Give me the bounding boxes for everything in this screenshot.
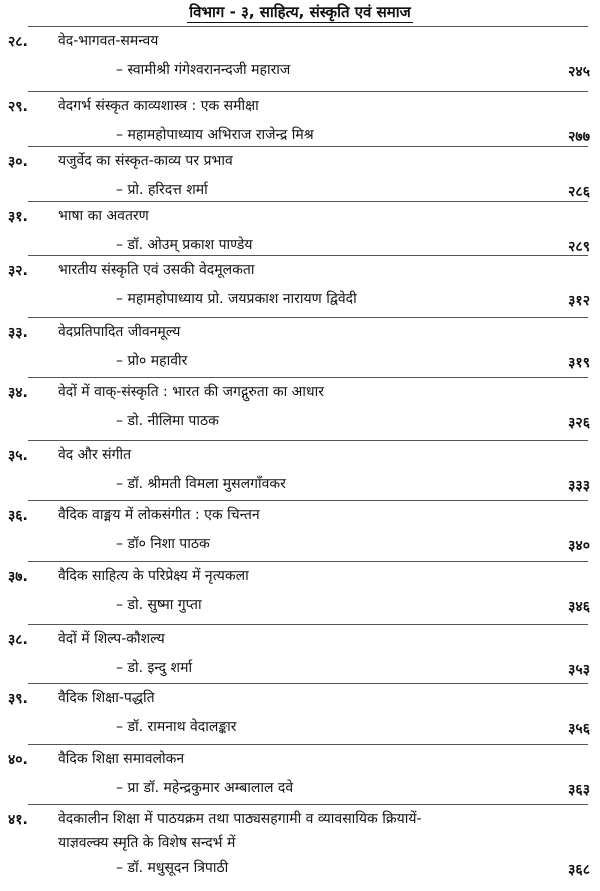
entry-author: – महामहोपाध्याय अभिराज राजेन्द्र मिश्र xyxy=(116,127,314,143)
entry-number: ३१. xyxy=(8,209,28,225)
entry-title: यजुर्वेद का संस्कृत-काव्य पर प्रभाव xyxy=(58,153,233,169)
entry-title: वेदप्रतिपादित जीवनमूल्य xyxy=(58,324,181,340)
entry-page-number: २८६ xyxy=(568,184,590,200)
entry-number: ३५. xyxy=(8,448,28,464)
entry-number: ३८. xyxy=(8,632,28,648)
divider xyxy=(28,683,588,684)
entry-page-number: ३६८ xyxy=(568,862,590,878)
section-heading: विभाग - ३, साहित्य, संस्कृति एवं समाज xyxy=(189,3,411,21)
entry-page-number: २७७ xyxy=(568,129,590,145)
entry-author: – महामहोपाध्याय प्रो. जयप्रकाश नारायण द्विवेदी xyxy=(116,291,357,307)
divider xyxy=(28,91,588,92)
entry-title: भारतीय संस्कृति एवं उसकी वेदमूलकता xyxy=(58,262,255,278)
divider xyxy=(28,255,588,256)
divider xyxy=(28,201,588,202)
entry-page-number: ३१२ xyxy=(568,293,590,309)
entry-title: वेद-भागवत-समन्वय xyxy=(58,33,159,49)
entry-page-number: २४५ xyxy=(568,64,590,80)
divider xyxy=(28,500,588,501)
entry-number: ३७. xyxy=(8,569,28,585)
entry-page-number: ३१९ xyxy=(568,355,590,371)
divider xyxy=(28,317,588,318)
entry-author: – डो. नीलिमा पाठक xyxy=(116,413,219,429)
divider xyxy=(28,26,588,27)
divider xyxy=(28,561,588,562)
entry-number: ४१. xyxy=(8,812,28,828)
entry-title: वैदिक शिक्षा समावलोकन xyxy=(58,751,185,767)
entry-title: भाषा का अवतरण xyxy=(58,208,149,224)
entry-page-number: ३५३ xyxy=(568,662,590,678)
entry-author: – स्वामीश्री गंगेश्वरानन्दजी महाराज xyxy=(116,62,291,78)
entry-author: – डॉ. रामनाथ वेदालङ्कार xyxy=(116,719,237,735)
entry-author: – डॉ. मधुसूदन त्रिपाठी xyxy=(116,860,229,876)
entry-title: वेदों में वाक्-संस्कृति : भारत की जगद्गुरुता का आधार xyxy=(58,384,324,400)
divider xyxy=(28,377,588,378)
divider xyxy=(28,146,588,147)
entry-author: – डॉ. ओउम् प्रकाश पाण्डेय xyxy=(116,237,253,253)
entry-title: वेदगर्भ संस्कृत काव्यशास्त्र : एक समीक्षा xyxy=(58,98,259,114)
entry-number: ३२. xyxy=(8,263,28,279)
entry-author: – प्रा डॉ. महेन्द्रकुमार अम्बालाल दवे xyxy=(116,780,294,796)
entry-number: २९. xyxy=(8,99,28,115)
entry-title-line-2: याज्ञवल्क्य स्मृति के विशेष सन्दर्भ में xyxy=(58,835,236,851)
entry-title: वेदों में शिल्प-कौशल्य xyxy=(58,631,165,647)
entry-title: वैदिक साहित्य के परिप्रेक्ष्य में नृत्यकला xyxy=(58,568,249,584)
entry-title: वैदिक शिक्षा-पद्धति xyxy=(58,690,155,706)
entry-author: – डॉ० निशा पाठक xyxy=(116,536,210,552)
entry-author: – डॉ. श्रीमती विमला मुसलगाँवकर xyxy=(116,476,286,492)
entry-author: – प्रो. हरिदत्त शर्मा xyxy=(116,182,208,198)
entry-author: – प्रो० महावीर xyxy=(116,353,188,369)
entry-number: ४०. xyxy=(8,752,28,768)
divider xyxy=(28,804,588,805)
entry-number: ३०. xyxy=(8,154,28,170)
entry-page-number: ३४६ xyxy=(568,599,590,615)
divider xyxy=(28,624,588,625)
entry-number: ३९. xyxy=(8,691,28,707)
entry-author: – डो. इन्दु शर्मा xyxy=(116,660,193,676)
entry-page-number: ३६३ xyxy=(568,782,590,798)
entry-page-number: ३२६ xyxy=(568,415,590,431)
entry-page-number: २८९ xyxy=(568,239,590,255)
entry-author: – डो. सुष्मा गुप्ता xyxy=(116,597,202,613)
entry-title: वेद और संगीत xyxy=(58,447,132,463)
entry-number: ३६. xyxy=(8,508,28,524)
entry-page-number: ३५६ xyxy=(568,721,590,737)
entry-page-number: ३३३ xyxy=(568,478,590,494)
divider xyxy=(28,744,588,745)
entry-number: २८. xyxy=(8,34,28,50)
divider xyxy=(28,440,588,441)
entry-number: ३३. xyxy=(8,325,28,341)
entry-page-number: ३४० xyxy=(568,538,590,554)
entry-title: वेदकालीन शिक्षा में पाठयक्रम तथा पाठ्यसहगामी व व्यावसायिक क्रियायें- xyxy=(58,811,422,827)
entry-number: ३४. xyxy=(8,385,28,401)
entry-title: वैदिक वाङ्मय में लोकसंगीत : एक चिन्तन xyxy=(58,507,260,523)
